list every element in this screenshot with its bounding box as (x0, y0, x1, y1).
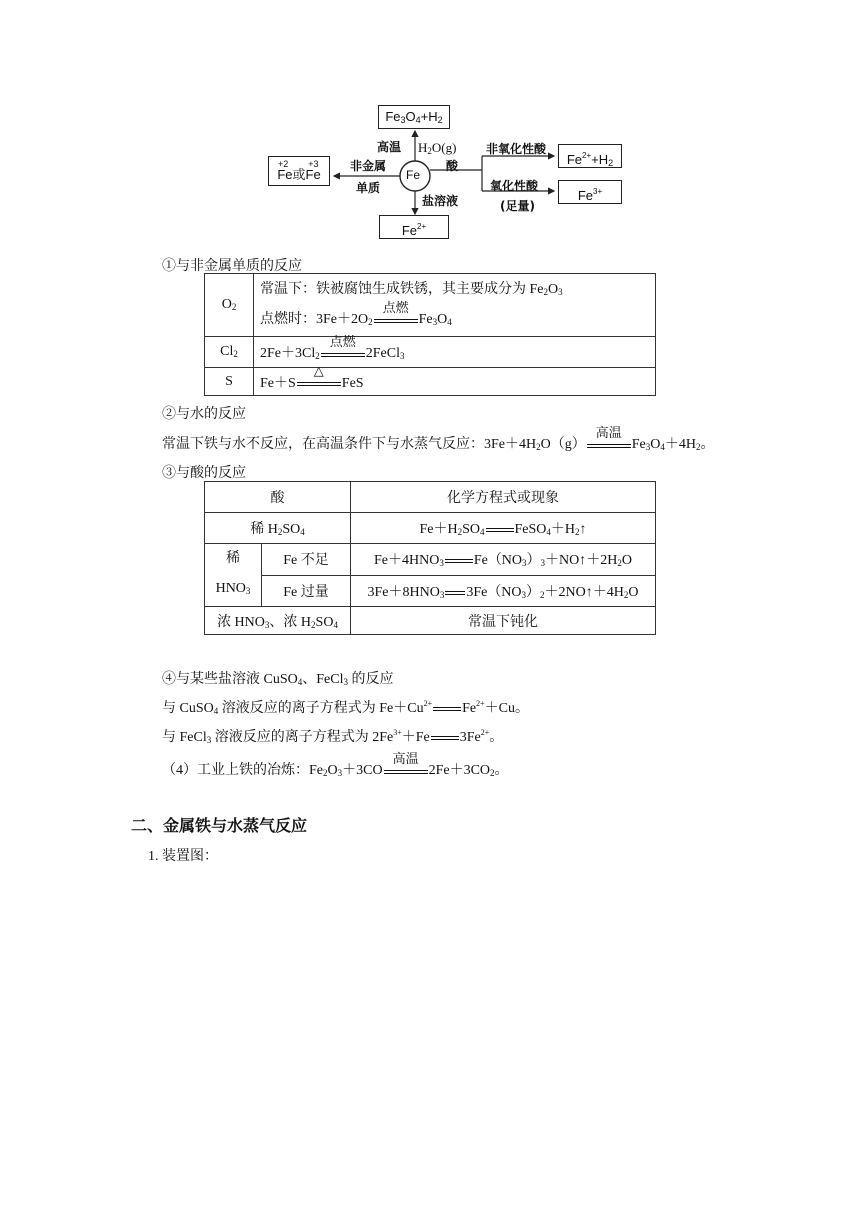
section3-title: ③与酸的反应 (162, 466, 246, 481)
dilute-hno3-label-1: 稀 (226, 551, 240, 566)
label-salt: 盐溶液 (422, 194, 459, 208)
table-row (205, 607, 656, 635)
equation-cell: 常温下：铁被腐蚀生成铁锈，其主要成分为 $Fe_2O_3$ 点燃时：$3Fe+2O_2$ 点燃 $Fe_3O_4$ (254, 274, 656, 337)
acid-reaction-table (204, 481, 656, 635)
equation-cell: Fe＋S △ FeS (254, 368, 656, 396)
water-reaction-text: 常温下铁与水不反应，在高温条件下与水蒸气反应：$3Fe+4H_2O(g)$ 高温 $Fe_3O_4+4H_2$。 (162, 424, 715, 452)
section1-title: ①与非金属单质的反应 (162, 259, 302, 274)
diagram-left-sup2: +3 (308, 159, 319, 169)
label-acid: 酸 (446, 159, 459, 173)
diagram-right-bottom-box: $Fe^{3+}$ (558, 180, 622, 204)
condition-arrow: 高温 (384, 764, 428, 778)
conc-acid-cell: 浓 $HNO_3$、浓 $H_2SO_4$ (205, 607, 351, 635)
equation-cell: $2Fe+3Cl_2$ 点燃 2FeCl$_3$ (254, 337, 656, 368)
label-h2o: $H_2O(g)$ (418, 140, 457, 156)
conc-acid-eq-cell: 常温下钝化 (351, 607, 656, 635)
label-ox: 氧化性酸 (490, 179, 539, 193)
iron-reaction-diagram (262, 98, 642, 243)
dilute-hno3-cell: 稀 $HNO_3$ (205, 544, 262, 607)
table-row (205, 337, 656, 368)
table-row (205, 482, 656, 513)
fe-excess-cell: Fe 过量 (262, 575, 351, 607)
label-nonmetal-2: 单质 (356, 181, 381, 195)
header-equation: 化学方程式或现象 (351, 482, 656, 513)
section2-title: ②与水的反应 (162, 407, 246, 422)
item-apparatus: 1. 装置图： (148, 849, 218, 864)
equation-cell: $Fe+H_2SO_4$ $FeSO_4+H_2↑$ (351, 513, 656, 544)
label-nonox: 非氧化性酸 (486, 142, 547, 156)
condition-arrow: 点燃 (321, 347, 365, 361)
table-row (205, 513, 656, 544)
diagram-center-fe: Fe (406, 168, 421, 182)
section-heading: 二、金属铁与水蒸气反应 (131, 816, 308, 835)
section4-title: ④与某些盐溶液 CuSO$_4$、FeCl$_3$ 的反应 (162, 672, 394, 687)
label-gaowen: 高温 (377, 140, 402, 154)
equation-cell: $Fe+4HNO_3$ $Fe(NO_3)_3+NO↑+2H_2O$ (351, 544, 656, 576)
diagram-right-top-box: $Fe^{2+}+H_2$ (558, 144, 622, 168)
fecl3-line: 与 FeCl$_3$ 溶液反应的离子方程式为 $2Fe^{3+}+Fe$ $3Fe^{2+}$。 (162, 728, 504, 745)
label-excess: (足量) (500, 199, 535, 213)
reagent-cell: $Cl_2$ (205, 337, 254, 368)
label-nonmetal-1: 非金属 (350, 159, 387, 173)
fe-insufficient-cell: Fe 不足 (262, 544, 351, 576)
cuso4-line: 与 CuSO$_4$ 溶液反应的离子方程式为 $Fe+Cu^{2+}$ $Fe^{2+}+Cu$。 (162, 699, 529, 716)
reagent-cell: $O_2$ (205, 274, 254, 337)
diagram-left-sup1: +2 (278, 159, 289, 169)
diagram-left-text: Fe或Fe (277, 167, 321, 182)
condition-arrow: △ (297, 376, 341, 390)
condition-arrow: 点燃 (374, 313, 418, 327)
equation-cell: $3Fe+8HNO_3$ $3Fe(NO_3)_2+2NO↑+4H_2O$ (351, 575, 656, 607)
table-row (205, 544, 656, 576)
reagent-cell: S (205, 368, 254, 396)
table-row (205, 575, 656, 607)
table-row (205, 368, 656, 396)
diagram-left-box (268, 156, 330, 186)
industry-line: （4）工业上铁的冶炼：$Fe_2O_3+3CO$ 高温 $2Fe+3CO_2$。 (162, 750, 509, 778)
diagram-bottom-box: $Fe^{2+}$ (379, 215, 449, 239)
diagram-top-box: $Fe_3O_4+H_2$ (378, 105, 450, 129)
dilute-h2so4-cell: 稀 $H_2SO_4$ (205, 513, 351, 544)
nonmetal-reaction-table (204, 273, 656, 396)
header-acid: 酸 (205, 482, 351, 513)
table-row (205, 274, 656, 337)
condition-arrow: 高温 (587, 438, 631, 452)
